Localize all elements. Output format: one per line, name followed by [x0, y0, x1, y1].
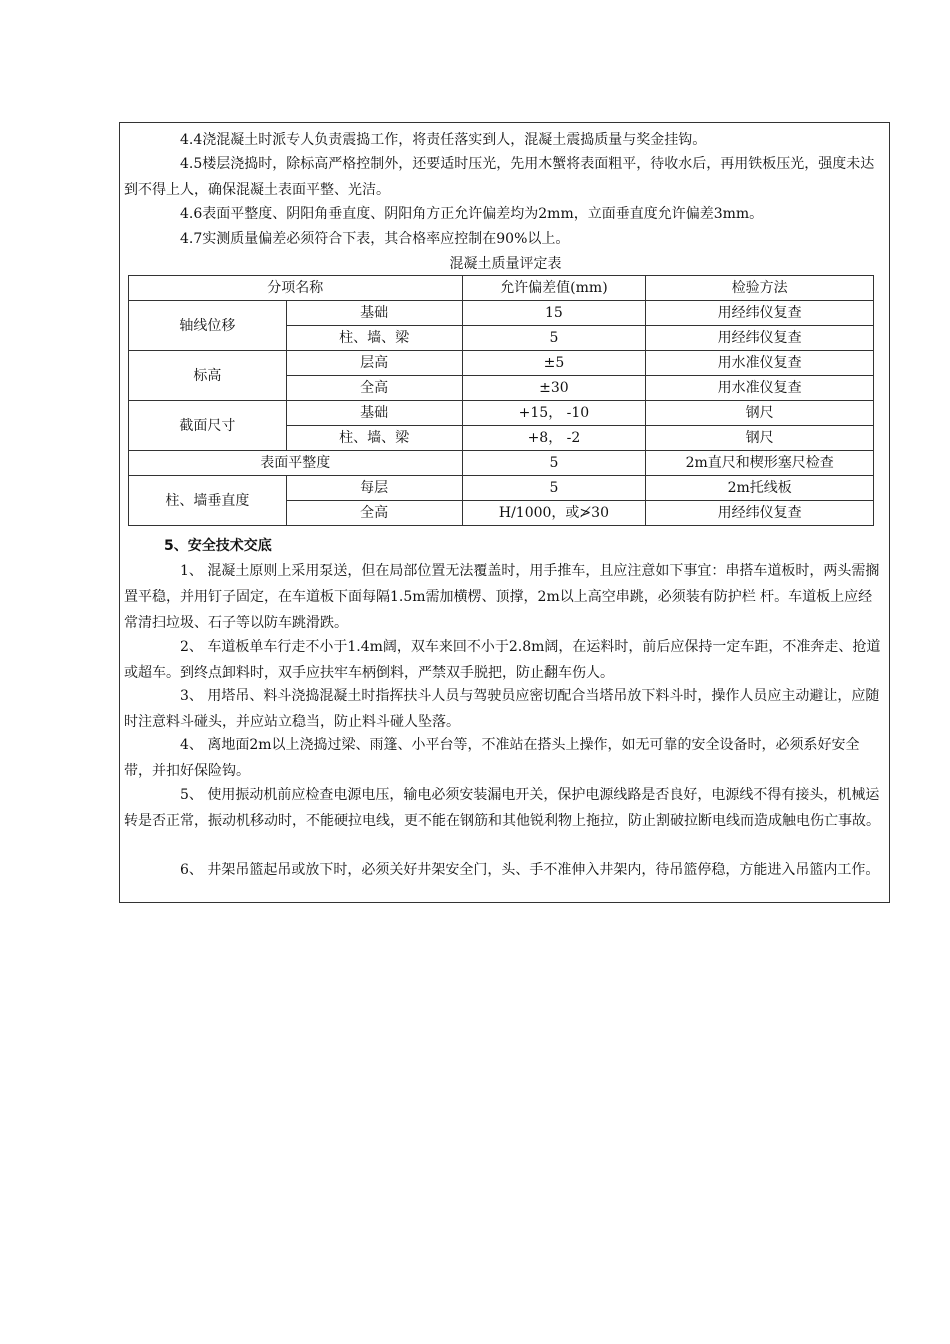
item-4-7: 4.7实测质量偏差必须符合下表，其合格率应控制在90%以上。: [180, 231, 570, 247]
tolerance-cell: 15: [462, 301, 646, 326]
document-frame: [119, 122, 890, 903]
sub-cell: 每层: [286, 476, 462, 501]
table-row: [129, 451, 874, 476]
item-4-4: 4.4浇混凝土时派专人负责震捣工作，将责任落实到人，混凝土震捣质量与奖金挂钩。: [180, 132, 707, 148]
group-cell: 表面平整度: [129, 451, 463, 476]
tolerance-cell: ±30: [462, 376, 646, 401]
tolerance-cell: +15， -10: [462, 401, 646, 426]
table-row: [129, 401, 874, 426]
tolerance-cell: 5: [462, 476, 646, 501]
sub-cell: 基础: [286, 401, 462, 426]
safety-item-6: 6、 井架吊篮起吊或放下时，必须关好井架安全门，头、手不准伸入井架内，待吊篮停稳，方能进入吊篮内工作。: [180, 862, 880, 878]
group-cell: 柱、墙垂直度: [129, 476, 287, 526]
method-cell: 用经纬仪复查: [646, 326, 874, 351]
header-method: 检验方法: [646, 276, 874, 301]
sub-cell: 基础: [286, 301, 462, 326]
safety-item-3: 3、 用塔吊、料斗浇捣混凝土时指挥扶斗人员与驾驶员应密切配合当塔吊放下料斗时，操作人员应主动避让，应随时注意料斗碰头，并应站立稳当，防止料斗碰人坠落。: [124, 688, 880, 730]
sub-cell: 全高: [286, 501, 462, 526]
tolerance-cell: H/1000，或≯30: [462, 501, 646, 526]
table-header-row: [129, 276, 874, 301]
tolerance-cell: 5: [462, 451, 646, 476]
method-cell: 钢尺: [646, 426, 874, 451]
method-cell: 用经纬仪复查: [646, 501, 874, 526]
method-cell: 2m托线板: [646, 476, 874, 501]
method-cell: 钢尺: [646, 401, 874, 426]
sub-cell: 柱、墙、梁: [286, 426, 462, 451]
item-4-5: 4.5楼层浇捣时，除标高严格控制外，还要适时压光，先用木蟹将表面粗平，待收水后，再用铁板压光，强度未达到不得上人，确保混凝土表面平整、光洁。: [124, 156, 875, 198]
tolerance-cell: +8， -2: [462, 426, 646, 451]
item-4-6: 4.6表面平整度、阴阳角垂直度、阴阳角方正允许偏差均为2mm，立面垂直度允许偏差3mm。: [180, 206, 764, 222]
sub-cell: 柱、墙、梁: [286, 326, 462, 351]
tolerance-cell: 5: [462, 326, 646, 351]
tolerance-cell: ±5: [462, 351, 646, 376]
header-item: 分项名称: [129, 276, 463, 301]
table-row: [129, 351, 874, 376]
section-5-heading: 5、安全技术交底: [164, 538, 272, 554]
safety-item-1: 1、 混凝土原则上采用泵送，但在局部位置无法覆盖时，用手推车，且应注意如下事宜：串搭车道板时，两头需搁置平稳，并用钉子固定，在车道板下面每隔1.5m需加横楞、顶撑，2m以上高空串跳，必须装有防护栏 杆。车道板上应经常清扫垃圾、石子等以防车跳滑跌。: [124, 563, 880, 631]
safety-item-2: 2、 车道板单车行走不小于1.4m阔，双车来回不小于2.8m阔，在运料时，前后应保持一定车距，不准奔走、抢道或超车。到终点卸料时，双手应扶牢车柄倒料，严禁双手脱把，防止翻车伤人。: [124, 639, 881, 681]
group-cell: 截面尺寸: [129, 401, 287, 451]
table-row: [129, 301, 874, 326]
table-row: [129, 476, 874, 501]
method-cell: 2m直尺和楔形塞尺检查: [646, 451, 874, 476]
group-cell: 轴线位移: [129, 301, 287, 351]
group-cell: 标高: [129, 351, 287, 401]
header-tolerance: 允许偏差值(mm): [462, 276, 646, 301]
method-cell: 用水准仪复查: [646, 376, 874, 401]
quality-table: [128, 275, 874, 526]
sub-cell: 全高: [286, 376, 462, 401]
safety-item-4: 4、 离地面2m以上浇捣过梁、雨篷、小平台等，不准站在搭头上操作，如无可靠的安全设备时，必须系好安全带，并扣好保险钩。: [124, 737, 860, 779]
sub-cell: 层高: [286, 351, 462, 376]
safety-item-5: 5、 使用振动机前应检查电源电压，输电必须安装漏电开关，保护电源线路是否良好，电源线不得有接头，机械运转是否正常，振动机移动时，不能硬拉电线，更不能在钢筋和其他锐利物上拖拉，防止割破拉断电线而造成触电伤亡事故。: [124, 787, 880, 829]
method-cell: 用经纬仪复查: [646, 301, 874, 326]
method-cell: 用水准仪复查: [646, 351, 874, 376]
table-title: 混凝土质量评定表: [449, 256, 562, 272]
